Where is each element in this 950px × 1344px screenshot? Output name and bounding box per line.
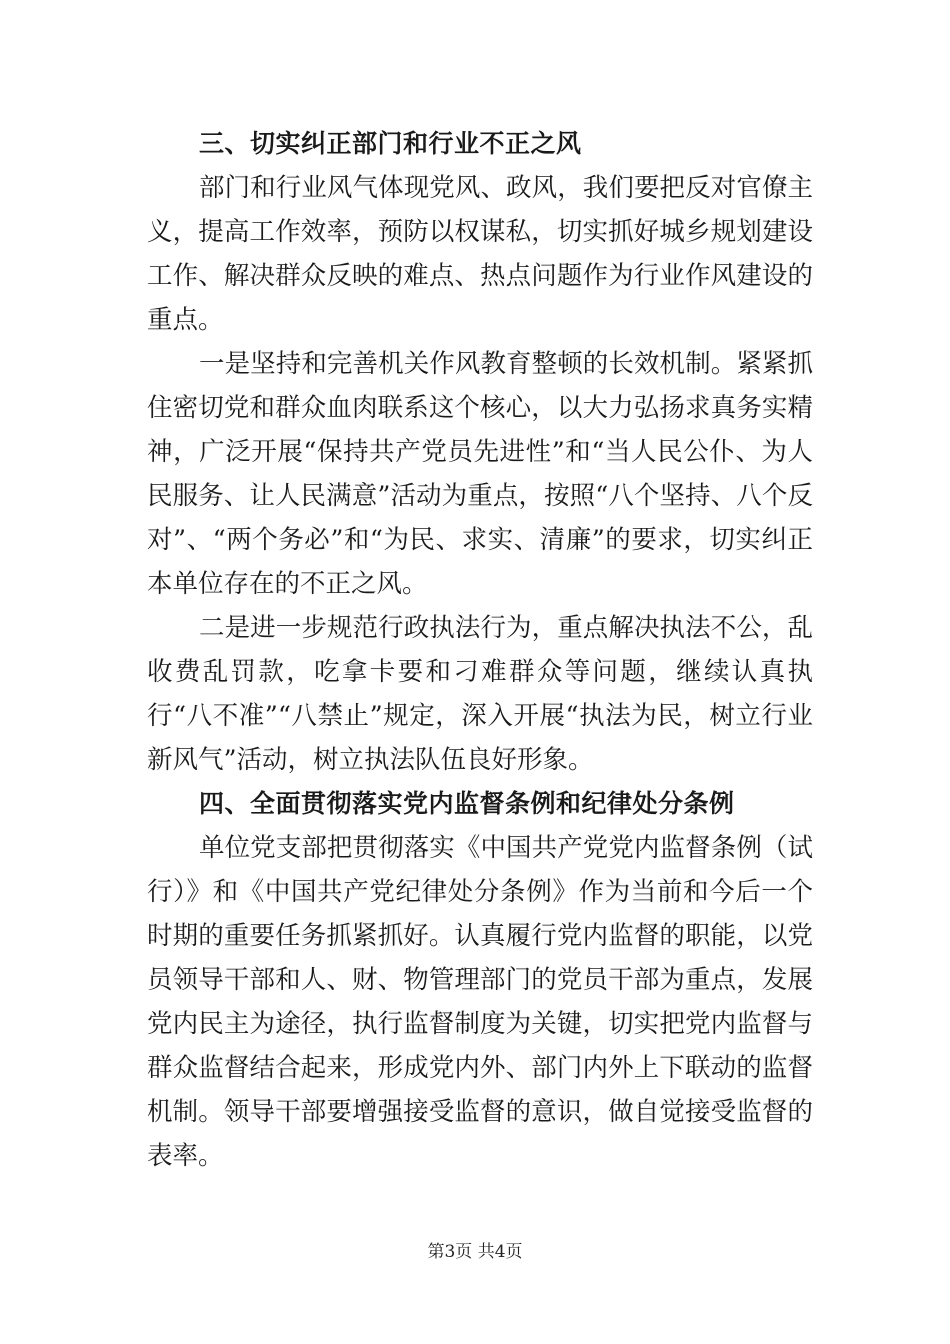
page-footer: 第3页 共4页 <box>427 1242 523 1262</box>
section-heading-3: 三、切实纠正部门和行业不正之风 <box>199 129 582 158</box>
paragraph-point-two: 二是进一步规范行政执法行为，重点解决执法不公，乱收费乱罚款，吃拿卡要和刁难群众等问题，继续认真执行“八不准”“八禁止”规定，深入开展“执法为民，树立行业新风气”活动，树立执法队伍良好形象。 <box>147 613 813 775</box>
paragraph-supervision: 单位党支部把贯彻落实《中国共产党党内监督条例（试行）》和《中国共产党纪律处分条例》作为当前和今后一个时期的重要任务抓紧抓好。认真履行党内监督的职能，以党员领导干部和人、财、物管理部门的党员干部为重点，发展党内民主为途径，执行监督制度为关键，切实把党内监督与群众监督结合起来，形成党内外、部门内外上下联动的监督机制。领导干部要增强接受监督的意识，做自觉接受监督的表率。 <box>147 833 813 1171</box>
paragraph-dept-style: 部门和行业风气体现党风、政风，我们要把反对官僚主义，提高工作效率，预防以权谋私，切实抓好城乡规划建设工作、解决群众反映的难点、热点问题作为行业作风建设的重点。 <box>147 173 813 335</box>
section-heading-4: 四、全面贯彻落实党内监督条例和纪律处分条例 <box>199 789 735 818</box>
document-page <box>147 122 813 1178</box>
paragraph-point-one: 一是坚持和完善机关作风教育整顿的长效机制。紧紧抓住密切党和群众血肉联系这个核心，以大力弘扬求真务实精神，广泛开展“保持共产党员先进性”和“当人民公仆、为人民服务、让人民满意”活动为重点，按照“八个坚持、八个反对”、“两个务必”和“为民、求实、清廉”的要求，切实纠正本单位存在的不正之风。 <box>147 349 813 599</box>
